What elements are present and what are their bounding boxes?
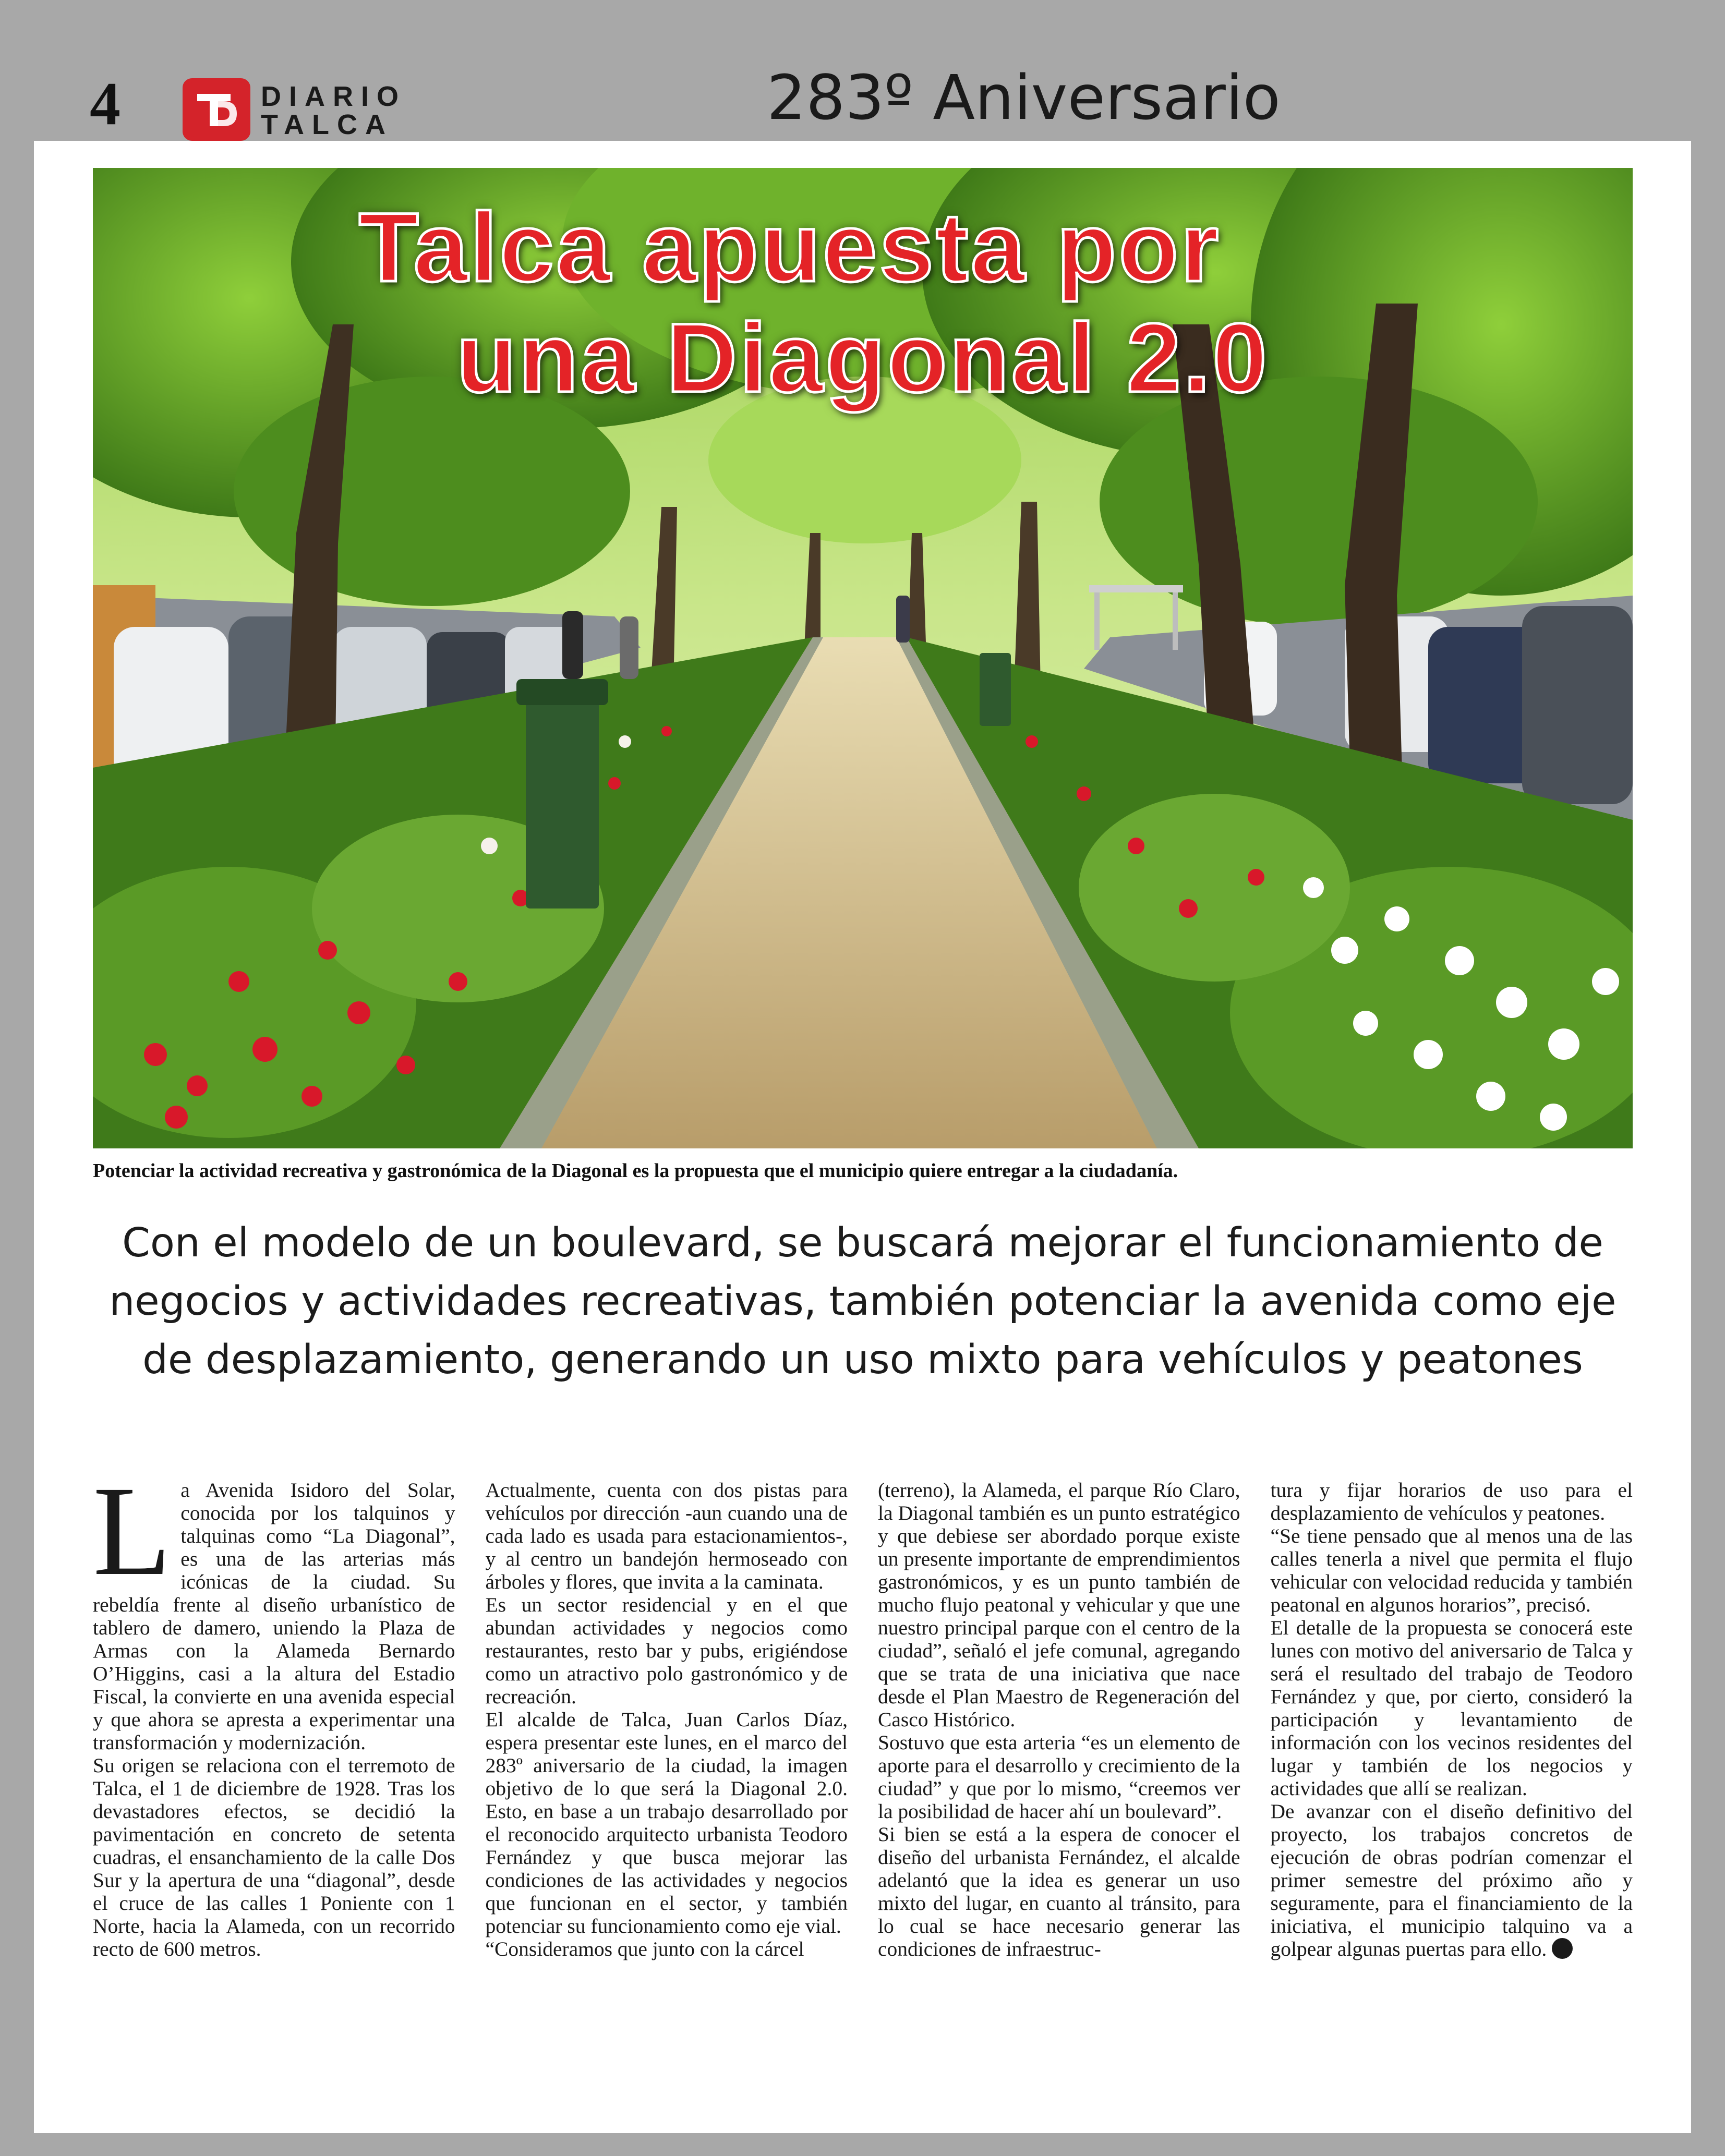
- page-header: [0, 0, 1725, 141]
- page-number: 4: [90, 69, 120, 138]
- paragraph: Actualmente, cuenta con dos pistas para vehículos por dirección -aun cuando una de cada lado es usada para estacionamientos-, y al centro un bandejón hermoseado con árboles y flores, que invita a la caminata.: [485, 1479, 848, 1593]
- diario-talca-logo-icon: [183, 78, 250, 141]
- logo-line2: TALCA: [261, 109, 393, 140]
- paragraph: Sostuvo que esta arteria “es un elemento de aporte para el desarrollo y crecimiento de la ciudad” y que por lo mismo, “creemos ver la posibilidad de hacer ahí un boulevard”.: [878, 1731, 1240, 1823]
- article-column-1: [93, 1460, 455, 2094]
- drop-cap: L: [93, 1460, 172, 1602]
- paragraph: “Consideramos que junto con la cárcel: [485, 1937, 804, 1960]
- paragraph: tura y fijar horarios de uso para el desplazamiento de vehículos y peatones.: [1270, 1479, 1633, 1524]
- newspaper-page: [34, 141, 1691, 2133]
- article-column-3: [878, 1479, 1240, 2094]
- paragraph: Su origen se relaciona con el terremoto de Talca, el 1 de diciembre de 1928. Tras los devastadores efectos, se decidió la pavimentación en concreto de setenta cuadras, el ensanchamiento de la calle Dos Sur y la apertura de una “diagonal”, desde el cruce de las calles 1 Poniente con 1 Norte, hacia la Alameda, con un recorrido recto de 600 metros.: [93, 1754, 455, 1960]
- paragraph: (terreno), la Alameda, el parque Río Claro, la Diagonal también es un punto estratégico y que debiese ser abordado porque existe un presente importante de emprendimientos gastronómicos, y es un punto también de mucho flujo peatonal y vehicular y que une nuestro principal parque con el centro de la ciudad”, señaló el jefe comunal, agregando que se trata de una iniciativa que nace desde el Plan Maestro de Regeneración del Casco Histórico.: [878, 1479, 1240, 1731]
- headline-line-1: Talca apuesta por: [358, 192, 1221, 302]
- section-title: 283º Aniversario: [767, 62, 1281, 134]
- paragraph: “Se tiene pensado que al menos una de las calles tenerla a nivel que permita el flujo vehicular con velocidad reducida y también peatonal en algunos horarios”, precisó.: [1270, 1524, 1633, 1616]
- headline: [93, 192, 1633, 413]
- article-column-4: [1271, 1479, 1633, 2094]
- paragraph: El alcalde de Talca, Juan Carlos Díaz, espera presentar este lunes, en el marco del 283º aniversario de la ciudad, la imagen objetivo de lo que será la Diagonal 2.0. Esto, en base a un trabajo desarrollado por el reconocido arquitecto urbanista Teodoro Fernández y que busca mejorar las condiciones de las actividades y negocios que funcionan en el sector, y también potenciar su funcionamiento como eje vial.: [485, 1708, 848, 1937]
- article-deck: Con el modelo de un boulevard, se buscará mejorar el funcionamiento de negocios y actividades recreativas, también potenciar la avenida como eje de desplazamiento, generando un uso mixto para vehículos y peatones: [109, 1220, 1617, 1383]
- article-body: [93, 1460, 1633, 2094]
- paragraph-final-text: De avanzar con el diseño definitivo del proyecto, los trabajos concretos de ejecución de obras podrían comenzar el primer semestre del próximo año y seguramente, para el financiamiento de la iniciativa, el municipio talquino va a golpear algunas puertas para ello.: [1270, 1800, 1633, 1960]
- paragraph: El detalle de la propuesta se conocerá este lunes con motivo del aniversario de Talca y será el resultado del trabajo de Teodoro Fernández y que, por cierto, consideró la participación y levantamiento de información con los vecinos residentes del lugar y también de los negocios y actividades que allí se realizan.: [1270, 1616, 1633, 1800]
- paragraph: Si bien se está a la espera de conocer el diseño del urbanista Fernández, el alcalde adelantó que la idea es generar un uso mixto del lugar, en cuanto al tránsito, para lo cual se hace necesario generar las condiciones de infraestruc-: [878, 1823, 1240, 1960]
- paragraph: a Avenida Isidoro del Solar, conocida por los talquinos y talquinas como “La Diagonal”, es una de las arterias más icónicas de la ciudad. Su rebeldía frente al diseño urbanístico de tablero de damero, uniendo la Plaza de Armas con la Alameda Bernardo O’Higgins, casi a la altura del Estadio Fiscal, la convierte en una avenida especial y que ahora se apresta a experimentar una transformación y modernización.: [93, 1479, 455, 1754]
- headline-line-2: una Diagonal 2.0: [456, 303, 1269, 413]
- paragraph: Es un sector residencial y en el que abundan actividades y negocios como restaurantes, resto bar y pubs, erigiéndose como un atractivo polo gastronómico y de recreación.: [485, 1593, 848, 1708]
- logo-wordmark: [261, 82, 406, 139]
- logo-line1: DIARIO: [261, 81, 406, 112]
- article-column-2: [486, 1479, 848, 2094]
- photo-caption: Potenciar la actividad recreativa y gastronómica de la Diagonal es la propuesta que el municipio quiere entregar a la ciudadanía.: [93, 1160, 1178, 1182]
- paragraph-final: [1271, 1800, 1633, 1960]
- end-mark-icon: [1552, 1938, 1573, 1959]
